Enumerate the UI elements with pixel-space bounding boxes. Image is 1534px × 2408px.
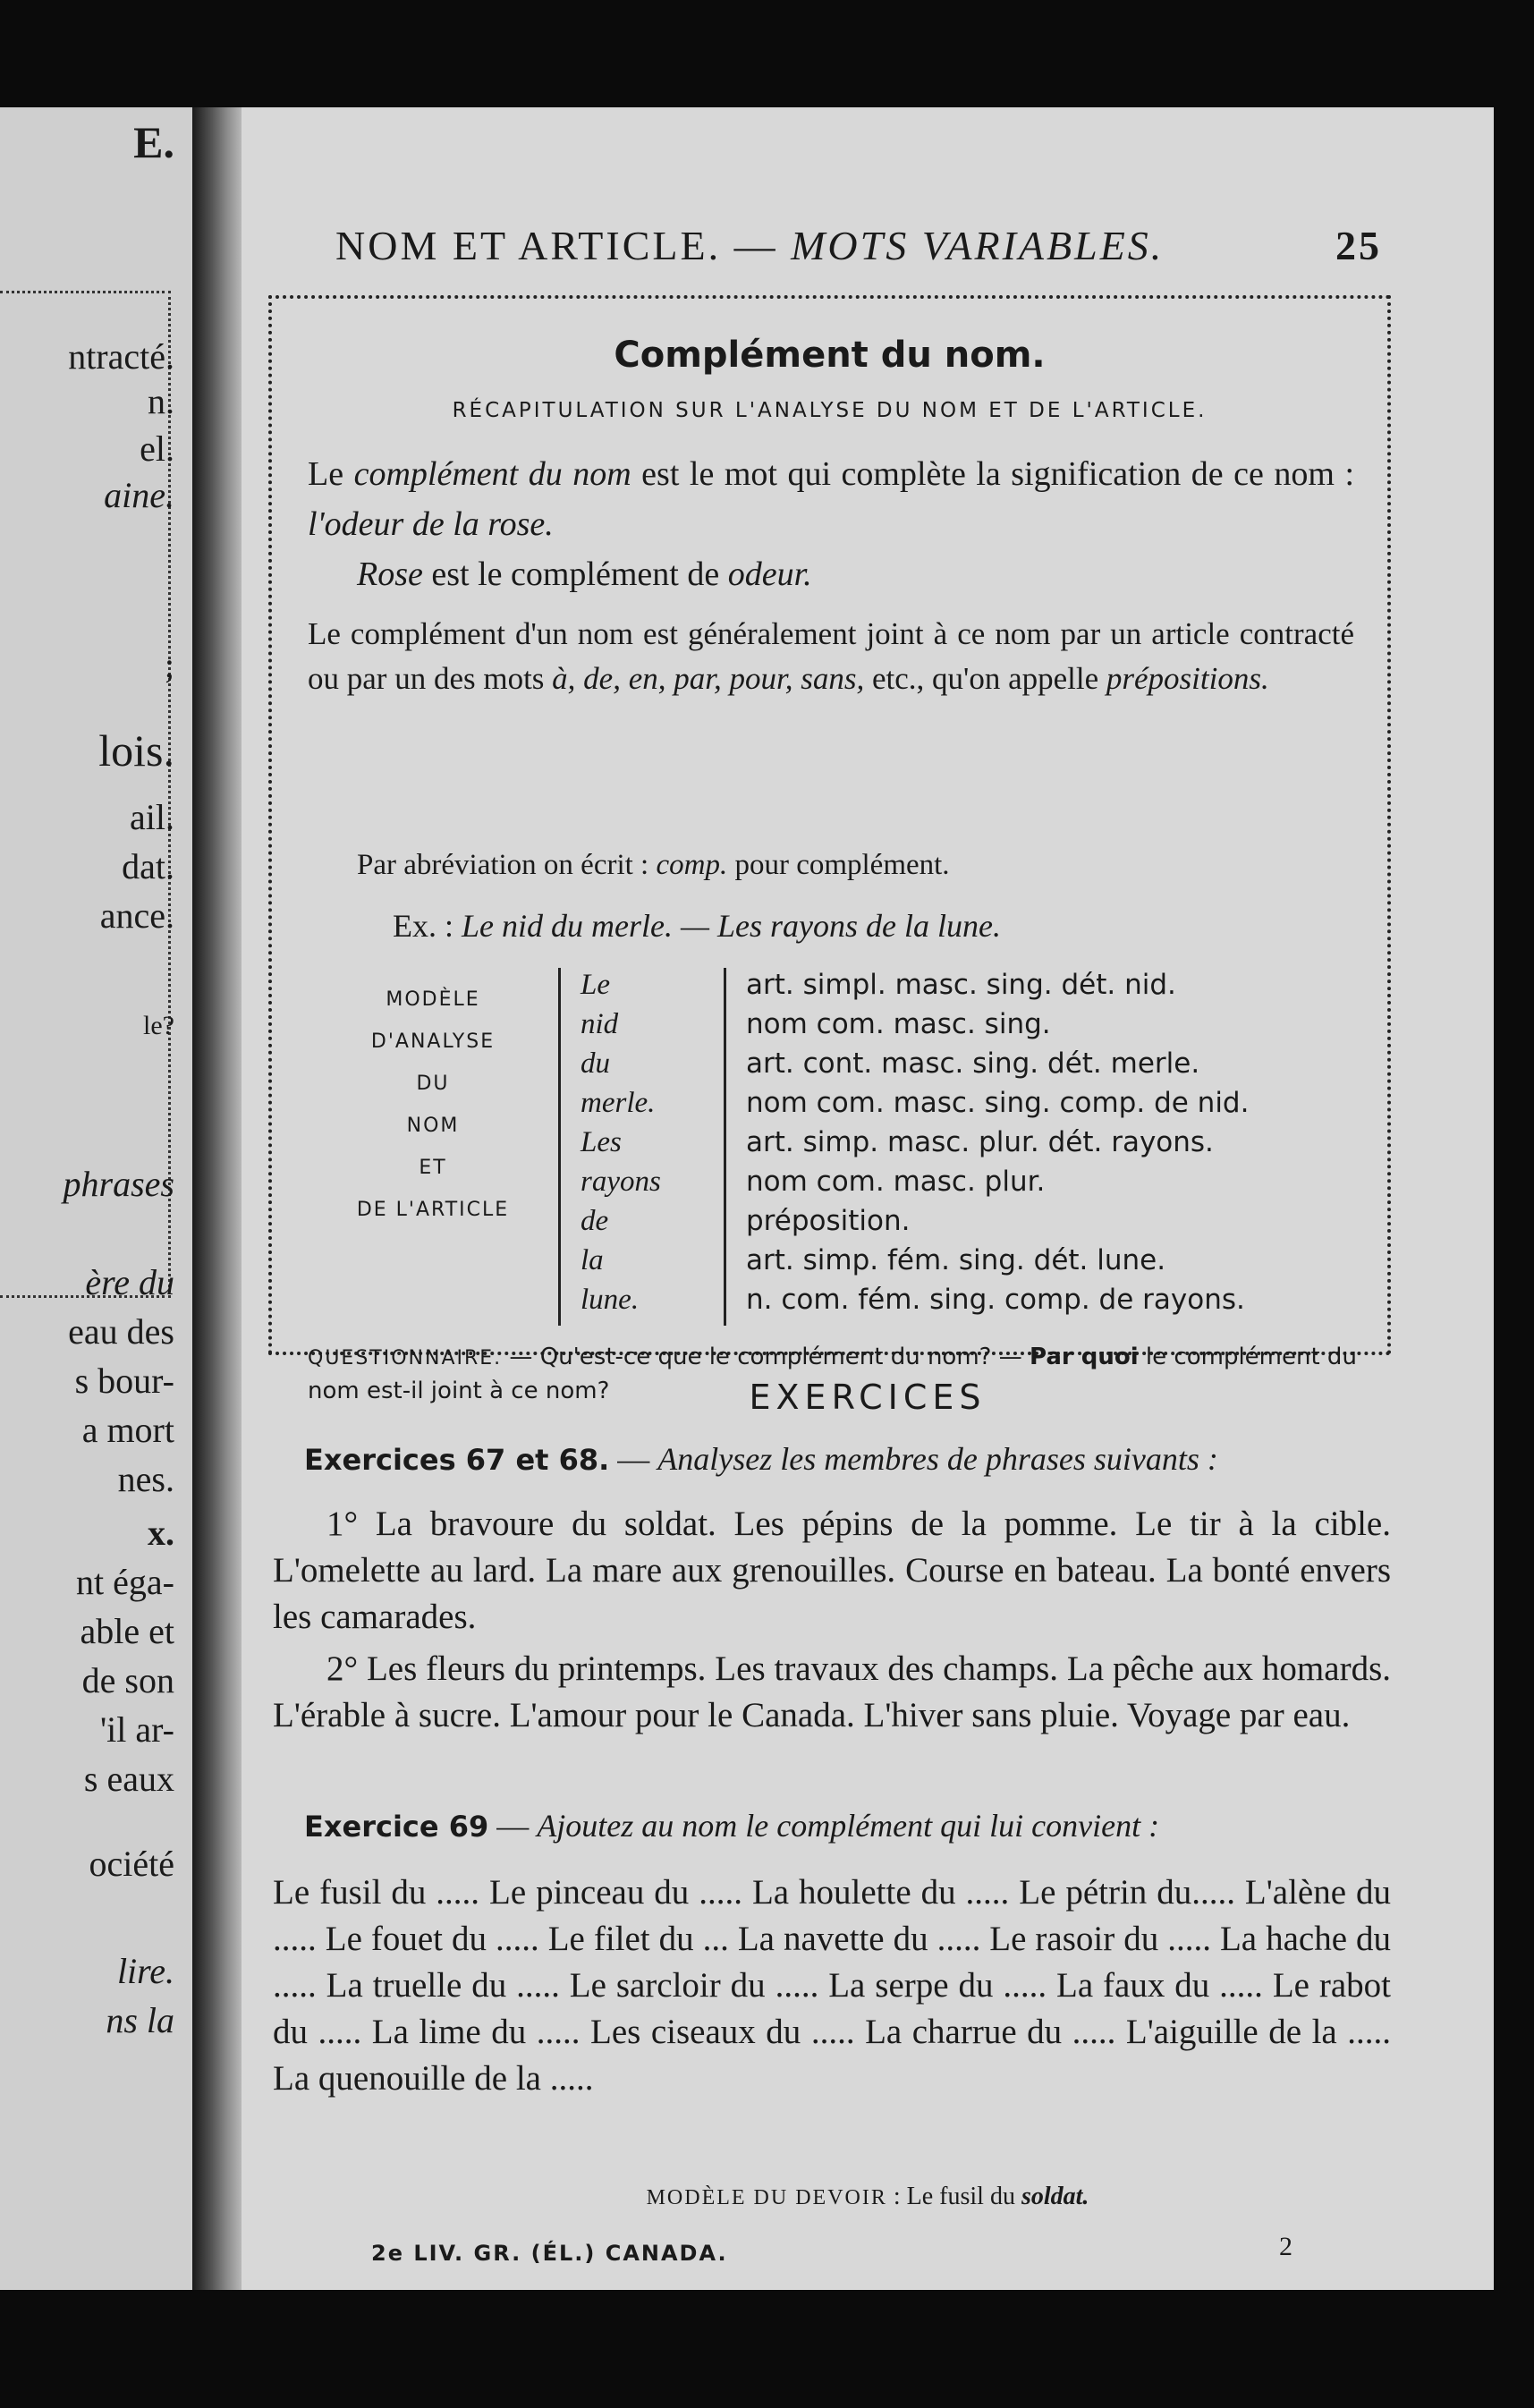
analysis-line: art. simp. fém. sing. dét. lune. xyxy=(746,1244,1166,1276)
adjacent-page-fragment: n. xyxy=(148,381,174,421)
questionnaire-q2: Par quoi xyxy=(1030,1344,1139,1370)
model-label-line: DE L'ARTICLE xyxy=(356,1199,510,1221)
model-label-line: D'ANALYSE xyxy=(370,1030,496,1053)
adjacent-page-fragment: a mort xyxy=(81,1410,174,1450)
definition-paragraph-1 xyxy=(308,449,1354,549)
adjacent-page-fragment: el. xyxy=(140,428,174,469)
adjacent-page-fragment: phrases xyxy=(63,1164,174,1204)
questionnaire-q3: le complément du nom est-il joint à ce nom? xyxy=(308,1344,1357,1404)
analysis-line: nom com. masc. sing. xyxy=(746,1008,1051,1040)
adjacent-page-fragment: le? xyxy=(143,1011,174,1040)
adjacent-page-fragment: nt éga- xyxy=(76,1562,174,1602)
signature-mark: 2e LIV. GR. (ÉL.) CANADA. xyxy=(371,2241,728,2266)
signature-number: 2 xyxy=(1279,2232,1292,2261)
adjacent-page-fragment: ntracté. xyxy=(68,336,174,377)
exercise-67-heading xyxy=(304,1440,1218,1478)
abbreviation-note xyxy=(357,849,950,882)
questionnaire-label: QUESTIONNAIRE. xyxy=(308,1347,503,1369)
analysis-line: nom com. masc. sing. comp. de nid. xyxy=(746,1087,1250,1119)
adjacent-page-fragment: lois. xyxy=(98,725,174,776)
analysis-words xyxy=(581,965,706,1319)
adjacent-page-fragment: ; xyxy=(164,645,174,685)
def2-text-1: est le complément de xyxy=(422,555,728,593)
model-label-line: NOM xyxy=(406,1115,460,1137)
adjacent-page-fragment: lire. xyxy=(116,1951,174,1991)
adjacent-page-fragment: ère du xyxy=(85,1262,174,1302)
abbrev-text-2: pour complément. xyxy=(727,849,950,881)
abbrev-text-1: Par abréviation on écrit : xyxy=(357,849,657,881)
lesson-title: Complément du nom. xyxy=(614,335,1046,376)
adjacent-page-fragment: E. xyxy=(133,117,174,167)
analysed-word: du xyxy=(581,1047,610,1080)
def1-text-1: Le xyxy=(308,455,354,493)
adjacent-page-fragment: dat. xyxy=(122,846,174,886)
def2-italic-2: odeur. xyxy=(727,555,812,593)
page-number: 25 xyxy=(1335,223,1382,268)
exercise-67-part-2: 2° Les fleurs du printemps. Les travaux des champs. La pêche aux homards. L'érable à sucre. L'amour pour le Canada. L'hiver sans pluie. Voyage par eau. xyxy=(273,1649,1391,1734)
analysed-word: de xyxy=(581,1205,609,1237)
exercises-title: EXERCICES xyxy=(749,1378,987,1417)
analysis-line: n. com. fém. sing. comp. de rayons. xyxy=(746,1284,1245,1316)
analysis-line: art. cont. masc. sing. dét. merle. xyxy=(746,1047,1200,1080)
analysis-model-label xyxy=(317,979,549,1231)
model-label-line: ET xyxy=(419,1157,447,1179)
adjacent-page-fragment: 'il ar- xyxy=(99,1709,174,1750)
adjacent-page-fragment: de son xyxy=(81,1660,174,1700)
def3-italic-2: prépositions. xyxy=(1106,661,1269,696)
exercise-69-heading xyxy=(304,1807,1159,1844)
analysis-line: nom com. masc. plur. xyxy=(746,1166,1046,1198)
def3-text-1: Le complément d'un nom est généralement joint à ce nom par un article contracté ou par un des mots xyxy=(308,616,1354,696)
adjacent-page-fragment: ance. xyxy=(99,895,174,936)
lesson-subtitle: RÉCAPITULATION SUR L'ANALYSE DU NOM ET DE L'ARTICLE. xyxy=(452,399,1208,422)
adjacent-page-fragment: ns la xyxy=(106,2000,174,2040)
header-title-upright: NOM ET ARTICLE. — xyxy=(335,223,792,268)
def3-italic-1: à, de, en, par, pour, sans, xyxy=(552,661,865,696)
homework-model-label: MODÈLE DU DEVOIR xyxy=(646,2186,887,2209)
model-label-line: DU xyxy=(416,1073,450,1095)
def1-italic-1: complément du nom xyxy=(353,455,631,493)
analysed-word: rayons xyxy=(581,1166,661,1198)
def1-italic-2: l'odeur de la rose. xyxy=(308,505,554,543)
header-title-italic: MOTS VARIABLES. xyxy=(791,223,1165,268)
analysed-word: nid xyxy=(581,1008,619,1040)
exercise-69-dash: — xyxy=(488,1808,538,1844)
example-line xyxy=(393,907,1001,945)
analysis-line: art. simpl. masc. sing. dét. nid. xyxy=(746,969,1176,1001)
analysis-brace xyxy=(558,968,577,1326)
analysed-word: Le xyxy=(581,969,610,1001)
analysis-divider xyxy=(724,968,726,1326)
header-title xyxy=(335,222,1164,269)
analysed-word: la xyxy=(581,1244,604,1276)
exercise-67-dash: — xyxy=(609,1441,658,1477)
homework-model-answer: soldat. xyxy=(1021,2183,1089,2210)
definition-paragraph-3 xyxy=(308,612,1354,701)
adjacent-page-fragment: ail. xyxy=(130,797,174,837)
analysed-word: merle. xyxy=(581,1087,656,1119)
example-label: Ex. : xyxy=(393,908,462,944)
running-header xyxy=(335,222,1382,276)
def1-text-2: est le mot qui complète la signification de ce nom : xyxy=(631,455,1354,493)
analysed-word: lune. xyxy=(581,1284,640,1316)
homework-model-text: : Le fusil du xyxy=(886,2183,1021,2210)
exercise-69-label: Exercice 69 xyxy=(304,1810,489,1844)
questionnaire-q1: — Qu'est-ce que le complément du nom? — xyxy=(502,1344,1030,1370)
adjacent-page-fragment: nes. xyxy=(117,1459,174,1499)
adjacent-page-fragment: x. xyxy=(148,1513,174,1553)
analysis-line: préposition. xyxy=(746,1205,911,1237)
adjacent-page-strip xyxy=(0,107,192,2290)
def3-text-2: etc., qu'on appelle xyxy=(864,661,1106,696)
adjacent-page-fragment: able et xyxy=(80,1611,174,1651)
analysis-descriptions xyxy=(746,965,1372,1319)
book-spine xyxy=(192,107,242,2290)
exercise-67-instruction: Analysez les membres de phrases suivants : xyxy=(657,1441,1218,1477)
adjacent-page-fragment: ociété xyxy=(89,1844,174,1884)
adjacent-page-fragment: s eaux xyxy=(83,1759,174,1799)
adjacent-page-fragment: aine. xyxy=(104,475,174,515)
example-italic: Le nid du merle. — Les rayons de la lune. xyxy=(462,908,1001,944)
def2-italic-1: Rose xyxy=(357,555,423,593)
analysis-line: art. simp. masc. plur. dét. rayons. xyxy=(746,1126,1214,1158)
homework-model xyxy=(242,2183,1494,2211)
definition-paragraph-2 xyxy=(357,549,1341,599)
adjacent-page-fragment: s bour- xyxy=(74,1361,174,1401)
adjacent-page-fragment: eau des xyxy=(68,1311,174,1352)
analysed-word: Les xyxy=(581,1126,622,1158)
page xyxy=(242,107,1494,2290)
exercise-67-part-1: 1° La bravoure du soldat. Les pépins de la pomme. Le tir à la cible. L'omelette au lard. La mare aux grenouilles. Course en bateau. La bonté envers les camarades. xyxy=(273,1505,1391,1636)
exercise-69-text: Le fusil du ..... Le pinceau du ..... La houlette du ..... Le pétrin du..... L'alène du ..... Le fouet du ..... Le filet du ... La navette du ..... Le rasoir du ..... La hache du ..... La truelle du ..... Le sarcloir du ..... La serpe du ..... La faux du ..... Le rabot du ..... La lime du ..... Les ciseaux du ..... La charrue du ..... L'aiguille de la ..... La quenouille de la ..... xyxy=(273,1873,1391,2098)
model-label-line: MODÈLE xyxy=(386,988,480,1011)
exercise-69-instruction: Ajoutez au nom le complément qui lui convient : xyxy=(537,1808,1160,1844)
abbrev-italic: comp. xyxy=(656,849,728,881)
exercise-67-label: Exercices 67 et 68. xyxy=(304,1443,610,1477)
